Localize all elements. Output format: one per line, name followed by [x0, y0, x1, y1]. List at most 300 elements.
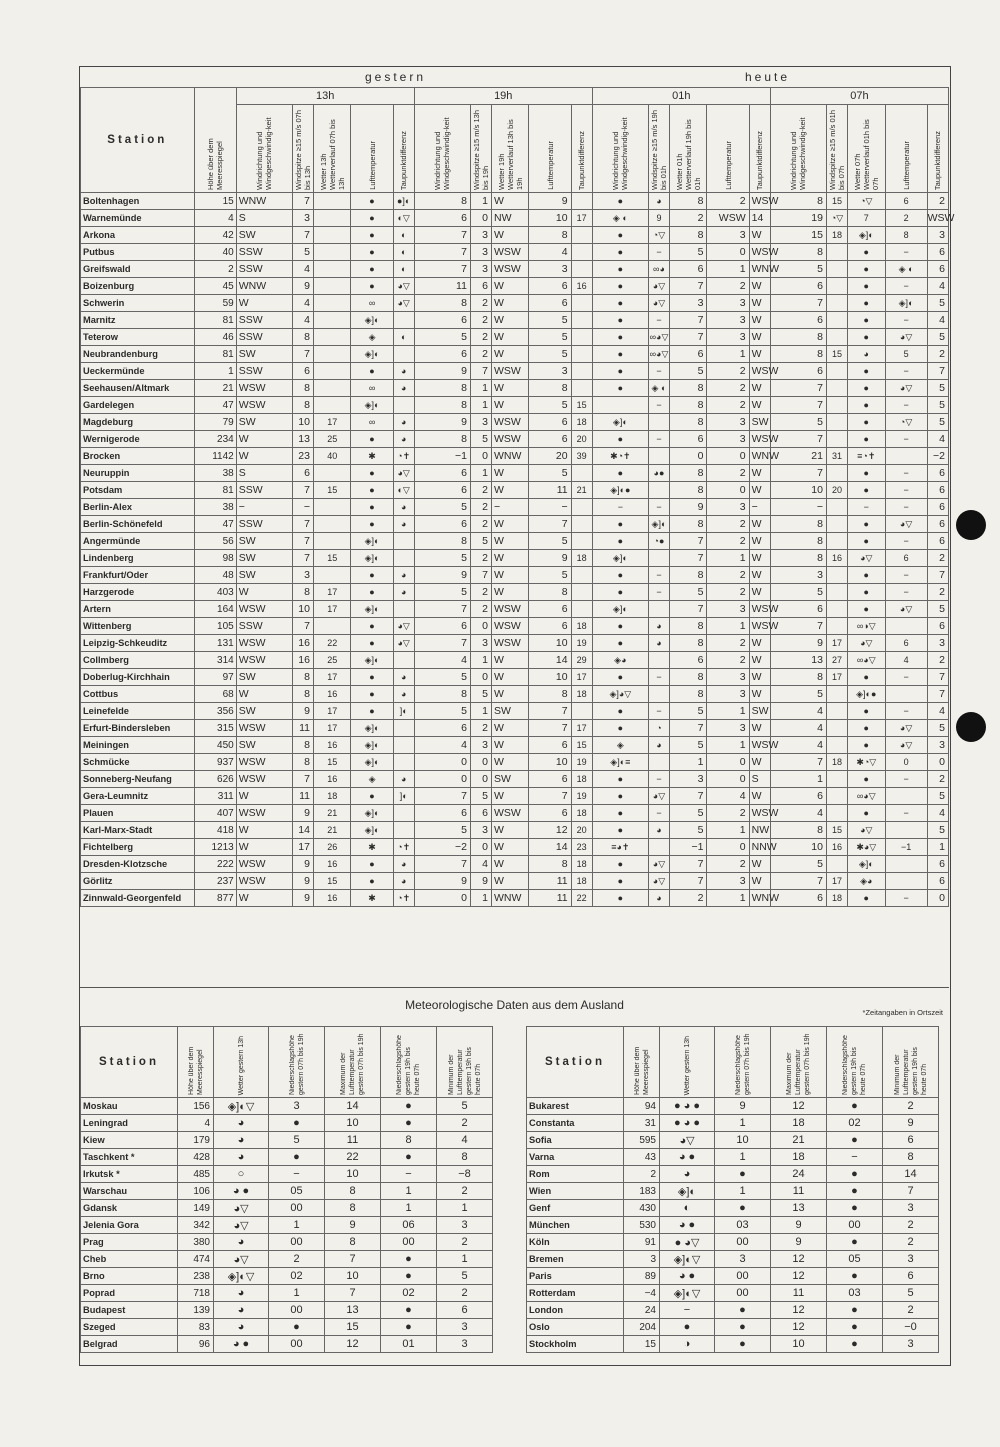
- data-cell: 7: [670, 856, 707, 873]
- data-cell: ●: [592, 363, 648, 380]
- table-row: [81, 1251, 493, 1268]
- data-cell: 2: [707, 465, 749, 482]
- data-cell: NNW: [749, 839, 770, 856]
- data-cell: 3: [707, 414, 749, 431]
- table-row: [81, 1285, 493, 1302]
- data-cell: 7: [414, 635, 470, 652]
- data-cell: 8: [529, 227, 571, 244]
- data-cell: ●: [351, 261, 393, 278]
- data-cell: 96: [178, 1336, 214, 1353]
- data-cell: ●: [381, 1149, 437, 1166]
- data-cell: 3: [715, 1251, 771, 1268]
- data-cell: [826, 363, 847, 380]
- data-cell: 2: [707, 193, 749, 210]
- station-name: Irkutsk *: [81, 1166, 178, 1183]
- data-cell: 83: [178, 1319, 214, 1336]
- data-cell: 485: [178, 1166, 214, 1183]
- data-cell: 4: [885, 652, 927, 669]
- data-cell: ◈ ◐: [592, 210, 648, 227]
- data-cell: 6: [927, 482, 948, 499]
- station-name: Angermünde: [81, 533, 195, 550]
- data-cell: 3: [707, 873, 749, 890]
- data-cell: [826, 618, 847, 635]
- data-cell: SSW: [236, 618, 292, 635]
- data-cell: −: [648, 703, 669, 720]
- data-cell: 1: [707, 550, 749, 567]
- station-name: Magdeburg: [81, 414, 195, 431]
- data-cell: 12: [771, 1251, 827, 1268]
- station-height: 40: [194, 244, 236, 261]
- data-cell: W: [749, 380, 770, 397]
- data-cell: 1: [470, 380, 491, 397]
- data-cell: −0: [883, 1319, 939, 1336]
- data-cell: 11: [325, 1132, 381, 1149]
- data-cell: ● ◕ ●: [660, 1115, 715, 1132]
- data-cell: ●: [848, 380, 885, 397]
- data-cell: ◕▽: [660, 1132, 715, 1149]
- data-cell: WSW: [236, 652, 292, 669]
- data-cell: 18: [571, 414, 592, 431]
- data-cell: ◐: [393, 329, 414, 346]
- data-cell: 16: [826, 550, 847, 567]
- data-cell: 17: [826, 669, 847, 686]
- data-cell: 7: [770, 431, 826, 448]
- data-cell: 15: [826, 193, 847, 210]
- station-name: Boizenburg: [81, 278, 195, 295]
- data-cell: 17: [313, 703, 350, 720]
- data-cell: 00: [269, 1336, 325, 1353]
- station-height: 877: [194, 890, 236, 907]
- data-cell: SSW: [236, 516, 292, 533]
- data-cell: ●: [351, 431, 393, 448]
- station-name: Zinnwald-Georgenfeld: [81, 890, 195, 907]
- data-cell: W: [492, 312, 529, 329]
- data-cell: 14: [292, 822, 313, 839]
- data-cell: SW: [236, 703, 292, 720]
- data-cell: [393, 737, 414, 754]
- data-cell: 15: [313, 873, 350, 890]
- data-cell: ◕: [393, 873, 414, 890]
- data-cell: 3: [437, 1319, 493, 1336]
- data-cell: ●: [848, 244, 885, 261]
- data-cell: 179: [178, 1132, 214, 1149]
- data-cell: 2: [470, 482, 491, 499]
- data-cell: [571, 227, 592, 244]
- data-cell: 6: [927, 516, 948, 533]
- data-cell: 16: [313, 771, 350, 788]
- data-cell: WNW: [749, 890, 770, 907]
- data-cell: ●: [715, 1319, 771, 1336]
- station-height: 315: [194, 720, 236, 737]
- station-name: Moskau: [81, 1098, 178, 1115]
- station-name: Oslo: [527, 1319, 624, 1336]
- data-cell: 8: [292, 669, 313, 686]
- data-cell: −: [885, 890, 927, 907]
- data-cell: 10: [325, 1166, 381, 1183]
- data-cell: ●: [351, 567, 393, 584]
- data-cell: [648, 550, 669, 567]
- data-cell: [648, 448, 669, 465]
- data-cell: [313, 380, 350, 397]
- data-cell: 10: [325, 1115, 381, 1132]
- data-cell: 00: [827, 1217, 883, 1234]
- data-cell: 5: [414, 822, 470, 839]
- data-cell: ◕▽: [648, 856, 669, 873]
- column-header: Niederschlagshöhe gestern 07h bis 19h: [269, 1027, 325, 1098]
- data-cell: −: [236, 499, 292, 516]
- data-cell: −: [848, 499, 885, 516]
- data-cell: −: [885, 397, 927, 414]
- data-cell: 8: [770, 346, 826, 363]
- data-cell: ◈ ◐: [648, 380, 669, 397]
- data-cell: ●: [351, 856, 393, 873]
- data-cell: 94: [624, 1098, 660, 1115]
- data-cell: [885, 448, 927, 465]
- data-cell: [826, 737, 847, 754]
- station-name: Erfurt-Bindersleben: [81, 720, 195, 737]
- hour-07h: 07h: [770, 88, 948, 105]
- column-header: Windrichtung und Windgeschwindig-keit: [414, 105, 470, 193]
- data-cell: −: [885, 312, 927, 329]
- data-cell: WSW: [236, 771, 292, 788]
- data-cell: 17: [571, 210, 592, 227]
- data-cell: 00: [715, 1268, 771, 1285]
- data-cell: 2: [707, 380, 749, 397]
- data-cell: ◕▽: [648, 788, 669, 805]
- data-cell: ◕: [648, 618, 669, 635]
- station-name: Schwerin: [81, 295, 195, 312]
- station-name: Jelenia Gora: [81, 1217, 178, 1234]
- station-name: Neuruppin: [81, 465, 195, 482]
- data-cell: [648, 754, 669, 771]
- data-cell: 8: [414, 295, 470, 312]
- data-cell: ◈]◐: [848, 227, 885, 244]
- data-cell: 11: [529, 873, 571, 890]
- data-cell: [648, 482, 669, 499]
- data-cell: 4: [529, 244, 571, 261]
- table-row: [81, 482, 949, 499]
- data-cell: −2: [927, 448, 948, 465]
- data-cell: ◈]◐: [848, 856, 885, 873]
- data-cell: 1: [715, 1115, 771, 1132]
- data-cell: ◐▽: [393, 210, 414, 227]
- data-cell: ●: [351, 278, 393, 295]
- data-cell: 2: [883, 1302, 939, 1319]
- data-cell: 17: [826, 635, 847, 652]
- data-cell: [393, 720, 414, 737]
- data-cell: 7: [292, 550, 313, 567]
- station-name: Bukarest: [527, 1098, 624, 1115]
- punch-hole: [956, 712, 986, 742]
- data-cell: ●: [351, 669, 393, 686]
- data-cell: 4: [178, 1115, 214, 1132]
- station-name: Wittenberg: [81, 618, 195, 635]
- data-cell: 6: [927, 499, 948, 516]
- data-cell: 3: [927, 635, 948, 652]
- data-cell: 7: [927, 669, 948, 686]
- data-cell: 3: [707, 431, 749, 448]
- data-cell: ●: [381, 1098, 437, 1115]
- data-cell: W: [749, 873, 770, 890]
- data-cell: 15: [571, 397, 592, 414]
- table-row: [527, 1115, 939, 1132]
- table-row: [81, 261, 949, 278]
- data-cell: W: [749, 550, 770, 567]
- data-cell: −: [885, 244, 927, 261]
- data-cell: ●: [592, 635, 648, 652]
- data-cell: ●: [381, 1115, 437, 1132]
- station-name: Warnemünde: [81, 210, 195, 227]
- data-cell: 8: [670, 414, 707, 431]
- data-cell: 7: [670, 278, 707, 295]
- table-row: [527, 1149, 939, 1166]
- data-cell: 15: [313, 482, 350, 499]
- data-cell: W: [749, 686, 770, 703]
- data-cell: 23: [571, 839, 592, 856]
- data-cell: 3: [624, 1251, 660, 1268]
- data-cell: W: [749, 533, 770, 550]
- table-row: [81, 346, 949, 363]
- data-cell: 2: [437, 1115, 493, 1132]
- data-cell: 5: [414, 550, 470, 567]
- data-cell: 8: [885, 227, 927, 244]
- data-cell: 1: [715, 1183, 771, 1200]
- data-cell: W: [236, 822, 292, 839]
- table-row: [527, 1234, 939, 1251]
- data-cell: 6: [414, 465, 470, 482]
- data-cell: ◔▽: [826, 210, 847, 227]
- data-cell: ●: [592, 720, 648, 737]
- data-cell: ◕ ●: [660, 1268, 715, 1285]
- data-cell: ◕: [214, 1115, 269, 1132]
- data-cell: 380: [178, 1234, 214, 1251]
- data-cell: W: [492, 482, 529, 499]
- data-cell: 03: [715, 1217, 771, 1234]
- data-cell: W: [492, 584, 529, 601]
- station-height: 937: [194, 754, 236, 771]
- data-cell: [826, 788, 847, 805]
- data-cell: WSW: [492, 261, 529, 278]
- data-cell: 15: [313, 550, 350, 567]
- data-cell: 4: [770, 805, 826, 822]
- timezone-note: *Zeitangaben in Ortszeit: [862, 1008, 943, 1017]
- data-cell: 12: [771, 1319, 827, 1336]
- data-cell: [571, 499, 592, 516]
- data-cell: ◕●: [648, 465, 669, 482]
- data-cell: ●: [351, 499, 393, 516]
- station-height: 68: [194, 686, 236, 703]
- station-name: Constanta: [527, 1115, 624, 1132]
- data-cell: 3: [707, 295, 749, 312]
- data-cell: 5: [927, 380, 948, 397]
- table-row: [81, 244, 949, 261]
- column-header: Maximum der Lufttemperatur gestern 07h bis 19h: [771, 1027, 827, 1098]
- data-cell: 5: [883, 1285, 939, 1302]
- data-cell: ●: [592, 244, 648, 261]
- data-cell: ●: [848, 703, 885, 720]
- data-cell: [571, 465, 592, 482]
- table-row: [81, 550, 949, 567]
- data-cell: [313, 329, 350, 346]
- data-cell: 0: [470, 618, 491, 635]
- table-row: [527, 1268, 939, 1285]
- data-cell: ●: [848, 601, 885, 618]
- data-cell: W: [492, 567, 529, 584]
- data-cell: 7: [470, 363, 491, 380]
- data-cell: [648, 839, 669, 856]
- data-cell: ◈]◐≡: [592, 754, 648, 771]
- data-cell: 11: [529, 482, 571, 499]
- station-name: Brno: [81, 1268, 178, 1285]
- data-cell: 00: [715, 1234, 771, 1251]
- data-cell: 6: [927, 618, 948, 635]
- data-cell: 24: [771, 1166, 827, 1183]
- data-cell: 16: [292, 635, 313, 652]
- data-cell: −: [885, 278, 927, 295]
- data-cell: 9: [325, 1217, 381, 1234]
- data-cell: ●: [848, 363, 885, 380]
- data-cell: 15: [571, 737, 592, 754]
- data-cell: −: [660, 1302, 715, 1319]
- data-cell: 10: [770, 839, 826, 856]
- table-row: [81, 669, 949, 686]
- data-cell: WNW: [749, 261, 770, 278]
- data-cell: 10: [292, 414, 313, 431]
- data-cell: 18: [571, 873, 592, 890]
- data-cell: ◕▽: [885, 329, 927, 346]
- data-cell: WSW: [236, 873, 292, 890]
- data-cell: 5: [529, 533, 571, 550]
- data-cell: 4: [414, 652, 470, 669]
- data-cell: ●: [351, 788, 393, 805]
- data-cell: 1: [707, 618, 749, 635]
- data-cell: W: [492, 669, 529, 686]
- data-cell: ◐: [393, 244, 414, 261]
- data-cell: 2: [470, 499, 491, 516]
- data-cell: ●: [848, 295, 885, 312]
- table-row: [81, 788, 949, 805]
- data-cell: 8: [770, 516, 826, 533]
- station-height: 450: [194, 737, 236, 754]
- column-header: Taupunktdifferenz: [393, 105, 414, 193]
- data-cell: ∞◑▽: [848, 618, 885, 635]
- table-row: [81, 210, 949, 227]
- data-cell: −1: [414, 448, 470, 465]
- column-header: Lufttemperatur: [885, 105, 927, 193]
- weather-report-sheet: [79, 66, 955, 1366]
- data-cell: 15: [325, 1319, 381, 1336]
- data-cell: 8: [292, 754, 313, 771]
- data-cell: ◕▽: [648, 278, 669, 295]
- data-cell: −: [885, 771, 927, 788]
- data-cell: WNW: [236, 278, 292, 295]
- data-cell: −: [885, 482, 927, 499]
- table-row: [81, 737, 949, 754]
- data-cell: 0: [414, 890, 470, 907]
- data-cell: 6: [927, 533, 948, 550]
- data-cell: 7: [414, 788, 470, 805]
- data-cell: 7: [529, 516, 571, 533]
- data-cell: ●: [827, 1098, 883, 1115]
- data-cell: 8: [770, 822, 826, 839]
- data-cell: 10: [529, 635, 571, 652]
- data-cell: ●: [715, 1336, 771, 1353]
- data-cell: 00: [269, 1302, 325, 1319]
- data-cell: W: [749, 465, 770, 482]
- data-cell: 7: [325, 1285, 381, 1302]
- table-row: [81, 584, 949, 601]
- data-cell: ●: [592, 703, 648, 720]
- station-name: Putbus: [81, 244, 195, 261]
- station-name: Görlitz: [81, 873, 195, 890]
- data-cell: WSW: [749, 431, 770, 448]
- data-cell: ◕▽: [848, 550, 885, 567]
- data-cell: 7: [292, 193, 313, 210]
- data-cell: 16: [313, 737, 350, 754]
- station-name: Neubrandenburg: [81, 346, 195, 363]
- data-cell: [393, 346, 414, 363]
- data-cell: ◕: [214, 1285, 269, 1302]
- table-row: [527, 1183, 939, 1200]
- station-name: Leningrad: [81, 1115, 178, 1132]
- data-cell: 7: [529, 703, 571, 720]
- data-cell: ●: [848, 584, 885, 601]
- data-cell: 3: [470, 635, 491, 652]
- data-cell: W: [749, 856, 770, 873]
- data-cell: 7: [670, 329, 707, 346]
- station-name: Varna: [527, 1149, 624, 1166]
- station-name: Doberlug-Kirchhain: [81, 669, 195, 686]
- data-cell: ◐: [393, 227, 414, 244]
- data-cell: 25: [313, 431, 350, 448]
- data-cell: [885, 618, 927, 635]
- data-cell: 4: [292, 261, 313, 278]
- data-cell: [571, 516, 592, 533]
- table-row: [81, 533, 949, 550]
- data-cell: 22: [313, 635, 350, 652]
- data-cell: 1: [269, 1285, 325, 1302]
- data-cell: 8: [292, 584, 313, 601]
- data-cell: −4: [624, 1285, 660, 1302]
- data-cell: 474: [178, 1251, 214, 1268]
- data-cell: 8: [381, 1132, 437, 1149]
- table-row: [81, 1183, 493, 1200]
- data-cell: 17: [292, 839, 313, 856]
- data-cell: 2: [437, 1183, 493, 1200]
- data-cell: 6: [414, 720, 470, 737]
- data-cell: 2: [470, 550, 491, 567]
- data-cell: 11: [771, 1183, 827, 1200]
- data-cell: W: [492, 737, 529, 754]
- data-cell: ∞: [351, 380, 393, 397]
- data-cell: −: [648, 397, 669, 414]
- data-cell: [393, 533, 414, 550]
- data-cell: 6: [470, 278, 491, 295]
- data-cell: −: [648, 431, 669, 448]
- table-row: [81, 1149, 493, 1166]
- data-cell: 3: [707, 499, 749, 516]
- data-cell: 1: [707, 822, 749, 839]
- data-cell: W: [749, 278, 770, 295]
- table-row: [527, 1217, 939, 1234]
- data-cell: 4: [707, 788, 749, 805]
- data-cell: 0: [707, 839, 749, 856]
- data-cell: ∞◕: [648, 261, 669, 278]
- data-cell: ◕: [214, 1319, 269, 1336]
- data-cell: 3: [707, 227, 749, 244]
- data-cell: S: [749, 771, 770, 788]
- data-cell: SW: [236, 346, 292, 363]
